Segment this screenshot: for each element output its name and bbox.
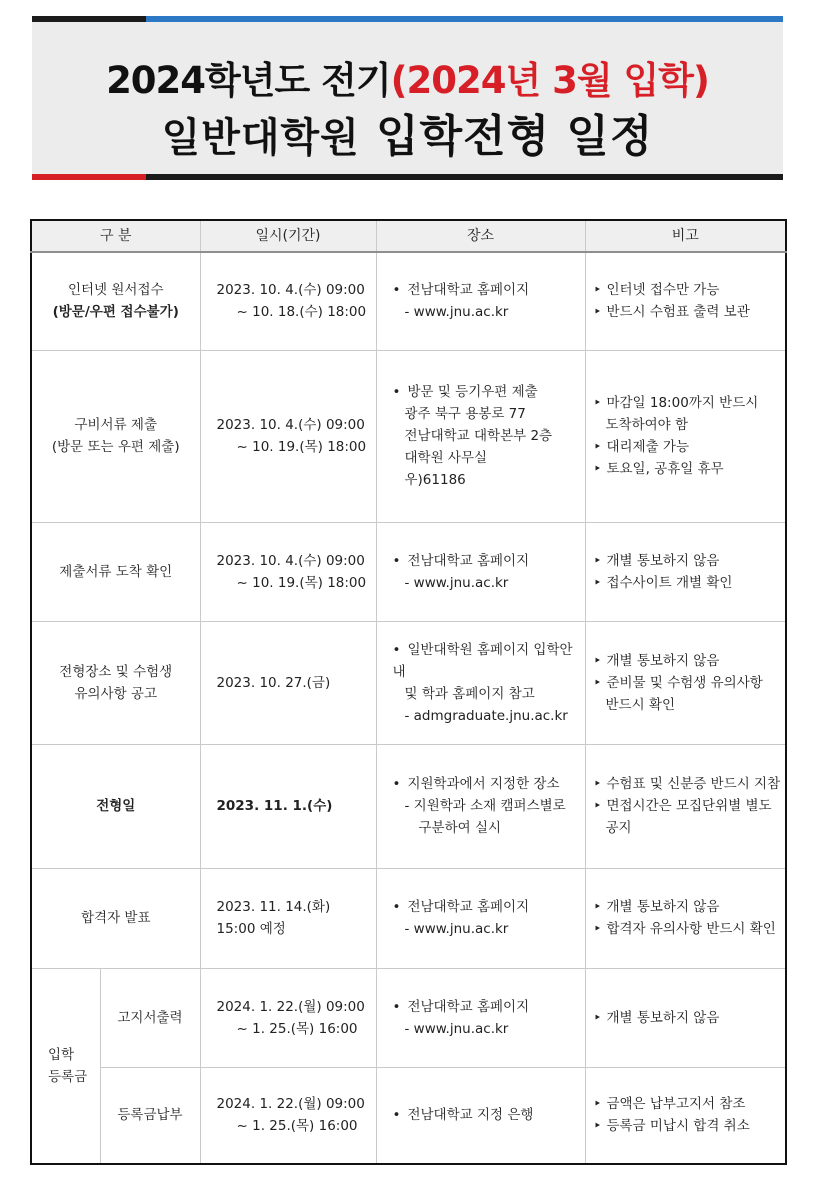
row-date: 2023. 10. 4.(수) 09:00 ~ 10. 18.(수) 18:00 <box>200 252 376 350</box>
row-location: • 일반대학원 홈페이지 입학안내 및 학과 홈페이지 참고 - admgraduate.jnu.ac.kr <box>376 621 585 744</box>
table-row <box>31 621 786 744</box>
header-notes: 비고 <box>585 220 786 252</box>
row-notes: ‣ 금액은 납부고지서 참조 ‣ 등록금 미납시 합격 취소 <box>585 1067 786 1164</box>
row-date: 2024. 1. 22.(월) 09:00 ~ 1. 25.(목) 16:00 <box>200 1067 376 1164</box>
page-title-line1: 2024학년도 전기(2024년 3월 입학) <box>106 59 709 102</box>
row-category: 합격자 발표 <box>31 868 200 968</box>
row-category: 고지서출력 <box>100 968 200 1067</box>
row-date: 2023. 10. 4.(수) 09:00 ~ 10. 19.(목) 18:00 <box>200 350 376 522</box>
banner-bottom-dark-stripe <box>146 174 783 180</box>
row-notes: ‣ 수험표 및 신분증 반드시 지참 ‣ 면접시간은 모집단위별 별도 공지 <box>585 744 786 868</box>
row-notes: ‣ 개별 통보하지 않음 ‣ 합격자 유의사항 반드시 확인 <box>585 868 786 968</box>
row-location: • 전남대학교 지정 은행 <box>376 1067 585 1164</box>
row-category: 등록금납부 <box>100 1067 200 1164</box>
header-date: 일시(기간) <box>200 220 376 252</box>
row-notes: ‣ 개별 통보하지 않음 ‣ 접수사이트 개별 확인 <box>585 522 786 621</box>
row-location: • 전남대학교 홈페이지 - www.jnu.ac.kr <box>376 522 585 621</box>
table-row <box>31 968 786 1067</box>
row-location: • 전남대학교 홈페이지 - www.jnu.ac.kr <box>376 968 585 1067</box>
row-date: 2024. 1. 22.(월) 09:00 ~ 1. 25.(목) 16:00 <box>200 968 376 1067</box>
registration-group-label: 입학 등록금 <box>31 968 100 1164</box>
row-location: • 전남대학교 홈페이지 - www.jnu.ac.kr <box>376 252 585 350</box>
row-date: 2023. 10. 27.(금) <box>200 621 376 744</box>
title-semester-red: (2024년 3월 입학) <box>390 59 709 102</box>
row-category: 구비서류 제출 (방문 또는 우편 제출) <box>31 350 200 522</box>
row-date: 2023. 10. 4.(수) 09:00 ~ 10. 19.(목) 18:00 <box>200 522 376 621</box>
schedule-table <box>30 219 787 1165</box>
header-location: 장소 <box>376 220 585 252</box>
row-category: 제출서류 도착 확인 <box>31 522 200 621</box>
row-location: • 방문 및 등기우편 제출 광주 북구 용봉로 77 전남대학교 대학본부 2층 대학원 사무실 우)61186 <box>376 350 585 522</box>
banner-top-dark-stripe <box>32 16 146 22</box>
banner-top-blue-stripe <box>146 16 783 22</box>
row-category: 전형장소 및 수험생 유의사항 공고 <box>31 621 200 744</box>
row-notes: ‣ 개별 통보하지 않음 ‣ 준비물 및 수험생 유의사항 반드시 확인 <box>585 621 786 744</box>
table-row <box>31 522 786 621</box>
row-notes: ‣ 마감일 18:00까지 반드시 도착하여야 함 ‣ 대리제출 가능 ‣ 토요일, 공휴일 휴무 <box>585 350 786 522</box>
row-category: 인터넷 원서접수 (방문/우편 접수불가) <box>31 252 200 350</box>
row-location: • 전남대학교 홈페이지 - www.jnu.ac.kr <box>376 868 585 968</box>
title-banner <box>32 16 783 180</box>
row-date: 2023. 11. 14.(화) 15:00 예정 <box>200 868 376 968</box>
table-row <box>31 252 786 350</box>
row-notes: ‣ 인터넷 접수만 가능 ‣ 반드시 수험표 출력 보관 <box>585 252 786 350</box>
table-header-row <box>31 220 786 252</box>
row-location: • 지원학과에서 지정한 장소 - 지원학과 소재 캠퍼스별로 구분하여 실시 <box>376 744 585 868</box>
banner-bottom-red-stripe <box>32 174 146 180</box>
table-row <box>31 744 786 868</box>
table-row <box>31 350 786 522</box>
page-title-line2: 일반대학원 입학전형 일정 <box>161 111 654 162</box>
row-notes: ‣ 개별 통보하지 않음 <box>585 968 786 1067</box>
header-category: 구 분 <box>31 220 200 252</box>
table-row <box>31 868 786 968</box>
table-row <box>31 1067 786 1164</box>
row-date: 2023. 11. 1.(수) <box>200 744 376 868</box>
row-category: 전형일 <box>31 744 200 868</box>
